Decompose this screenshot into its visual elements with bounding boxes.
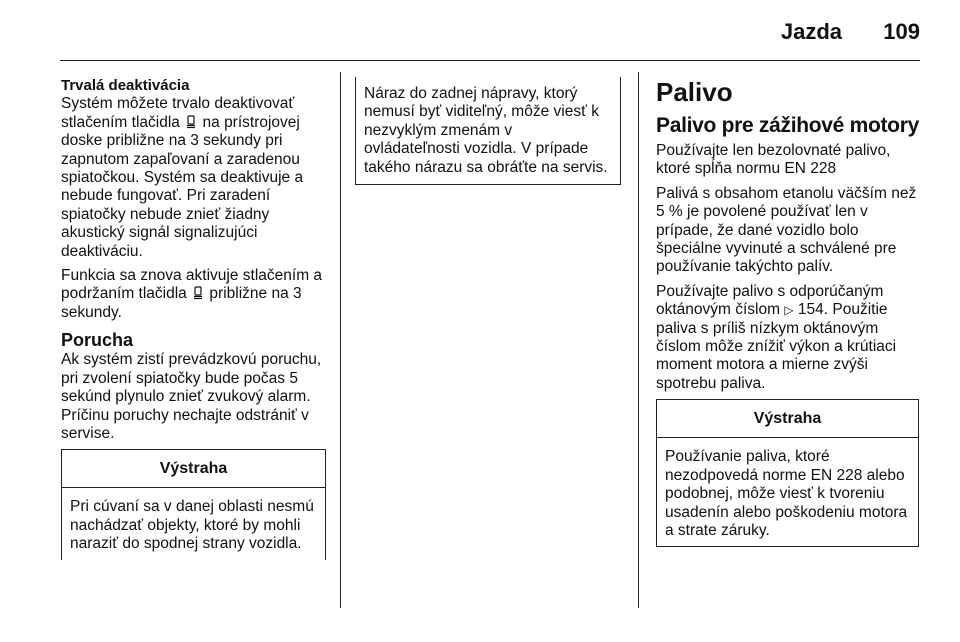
column-divider-1: [340, 72, 341, 608]
section-title: Jazda: [780, 19, 842, 44]
warning-box: [656, 399, 919, 547]
warning-box: [61, 449, 326, 559]
warning-title: Výstraha: [657, 400, 918, 438]
column-3: [656, 77, 924, 547]
text: Systém môžete trvalo deaktivovať stlačením tlačidla: [61, 95, 295, 131]
page-reference-arrow-icon: ▷: [784, 303, 794, 318]
warning-title: Výstraha: [62, 450, 325, 488]
page-header: [0, 0, 960, 62]
column-divider-2: [638, 72, 639, 608]
paragraph: [61, 95, 326, 261]
text: Funkcia sa znova aktivuje stlačením a podržaním tlačidla: [61, 267, 323, 303]
text: na prístrojovej doske približne na 3 sekundy pri zapnutom zapaľovaní a zaradenou spiatočkou. Systém sa deaktivuje a nebude fungovať. Pri zaradení spiatočky nebude znieť žiadny akustický signál signalizujúci deaktiváciu.: [61, 113, 304, 260]
text: približne na 3 sekundy.: [61, 285, 302, 321]
warning-text: Používanie paliva, ktoré nezodpovedá norme EN 228 alebo podobnej, môže viesť k tvoreniu usadenín alebo poškodeniu motora a strate záruky.: [665, 448, 908, 539]
paragraph: [61, 267, 326, 322]
warning-text: Pri cúvaní sa v danej oblasti nesmú nachádzať objekty, ktoré by mohli naraziť do spodnej strany vozidla.: [70, 498, 314, 553]
heading-fuel: Palivo: [656, 77, 733, 107]
heading-petrol-engines: Palivo pre zážihové motory: [656, 114, 919, 137]
column-2: [358, 77, 623, 185]
parking-sensor-icon: [186, 115, 196, 129]
text: . Použitie paliva s príliš nízkym oktánovým číslom môže znížiť výkon a krútiaci moment motora a mierne zvýši spotrebu paliva.: [656, 301, 897, 392]
paragraph: [656, 283, 924, 393]
subheading-permanent-deactivation: Trvalá deaktivácia: [61, 77, 190, 94]
page-reference[interactable]: 154: [797, 301, 824, 319]
paragraph: Ak systém zistí prevádzkovú poruchu, pri zvolení spiatočky bude počas 5 sekúnd plynulo znieť zvukový alarm. Príčinu poruchy nechajte odstrániť v servise.: [61, 351, 322, 442]
warning-box-continued: Náraz do zadnej nápravy, ktorý nemusí byť viditeľný, môže viesť k nezvyklým zmenám v ovládateľnosti vozidla. V prípade takého nárazu sa obráťte na servis.: [355, 77, 621, 185]
text: Používajte palivo s odporúčaným oktánovým číslom: [656, 282, 884, 319]
header-rule: [60, 60, 920, 61]
column-1: [61, 77, 326, 560]
paragraph: Palivá s obsahom etanolu väčším než 5 % je povolené používať len v prípade, že dané vozidlo bolo špeciálne vyvinuté a schválené pre používanie takýchto palív.: [656, 184, 917, 276]
page-number: 109: [883, 19, 920, 44]
paragraph: Používajte len bezolovnaté palivo, ktoré spĺňa normu EN 228: [656, 142, 891, 178]
parking-sensor-icon: [193, 286, 203, 300]
heading-fault: Porucha: [61, 330, 134, 351]
